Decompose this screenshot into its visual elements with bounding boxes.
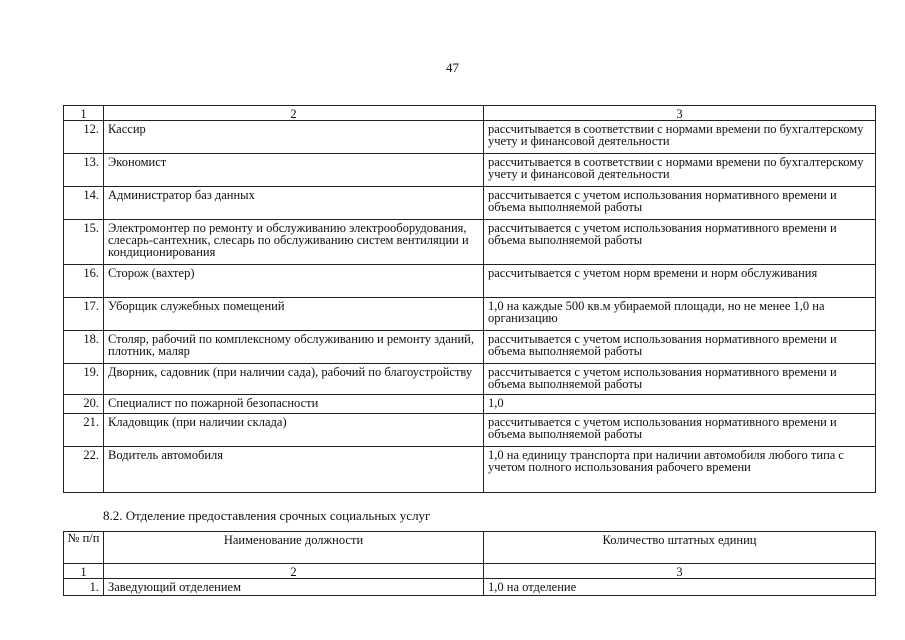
column-number: 1 [64,106,104,121]
table-row [64,395,876,414]
table-row [64,187,876,220]
column-number: 2 [104,564,484,579]
staff-quantity: рассчитывается с учетом использования нормативного времени и объема выполняемой работы [484,414,876,447]
staff-quantity: рассчитывается с учетом использования нормативного времени и объема выполняемой работы [484,187,876,220]
position-column-header: Наименование должности [104,532,484,564]
page-number: 47 [446,60,459,75]
staff-table-continued [63,105,876,493]
table-row [64,364,876,395]
column-number: 1 [64,564,104,579]
row-number: 21. [64,414,104,447]
table-row [64,220,876,265]
staff-quantity: рассчитывается с учетом использования нормативного времени и объема выполняемой работы [484,331,876,364]
position-name: Сторож (вахтер) [104,265,484,298]
position-name: Уборщик служебных помещений [104,298,484,331]
position-name: Дворник, садовник (при наличии сада), рабочий по благоустройству [104,364,484,395]
row-number: 15. [64,220,104,265]
position-name: Кассир [104,121,484,154]
row-number: 16. [64,265,104,298]
staff-quantity: рассчитывается с учетом норм времени и норм обслуживания [484,265,876,298]
row-number: 13. [64,154,104,187]
column-number: 3 [484,564,876,579]
staff-quantity: рассчитывается в соответствии с нормами времени по бухгалтерскому учету и финансовой деятельности [484,154,876,187]
position-name: Столяр, рабочий по комплексному обслуживанию и ремонту зданий, плотник, маляр [104,331,484,364]
column-number: 2 [104,106,484,121]
position-name: Экономист [104,154,484,187]
staff-quantity: рассчитывается с учетом использования нормативного времени и объема выполняемой работы [484,364,876,395]
row-number: 20. [64,395,104,414]
row-number: 1. [64,579,104,596]
table-row [64,121,876,154]
row-number: 17. [64,298,104,331]
staff-table-urgent-services [63,531,876,596]
table-row [64,331,876,364]
staff-quantity: 1,0 на каждые 500 кв.м убираемой площади, но не менее 1,0 на организацию [484,298,876,331]
position-name: Администратор баз данных [104,187,484,220]
column-number-row [64,106,876,121]
row-number: 12. [64,121,104,154]
staff-quantity: 1,0 [484,395,876,414]
number-column-header: № п/п [64,532,104,564]
row-number: 22. [64,447,104,493]
position-name: Специалист по пожарной безопасности [104,395,484,414]
position-name: Водитель автомобиля [104,447,484,493]
row-number: 19. [64,364,104,395]
column-number-row [64,564,876,579]
position-name: Электромонтер по ремонту и обслуживанию электрооборудования, слесарь-сантехник, слесарь по обслуживанию систем вентиляции и кондиционирования [104,220,484,265]
column-number: 3 [484,106,876,121]
table-row [64,265,876,298]
table-row [64,447,876,493]
table-row [64,579,876,596]
table-header-row [64,532,876,564]
staff-quantity: рассчитывается с учетом использования нормативного времени и объема выполняемой работы [484,220,876,265]
position-name: Кладовщик (при наличии склада) [104,414,484,447]
row-number: 14. [64,187,104,220]
staff-quantity: рассчитывается в соответствии с нормами времени по бухгалтерскому учету и финансовой деятельности [484,121,876,154]
position-name: Заведующий отделением [104,579,484,596]
section-title: 8.2. Отделение предоставления срочных социальных услуг [103,508,431,523]
staff-quantity: 1,0 на единицу транспорта при наличии автомобиля любого типа с учетом полного использования рабочего времени [484,447,876,493]
table-row [64,298,876,331]
table-row [64,154,876,187]
staff-quantity: 1,0 на отделение [484,579,876,596]
quantity-column-header: Количество штатных единиц [484,532,876,564]
table-row [64,414,876,447]
row-number: 18. [64,331,104,364]
